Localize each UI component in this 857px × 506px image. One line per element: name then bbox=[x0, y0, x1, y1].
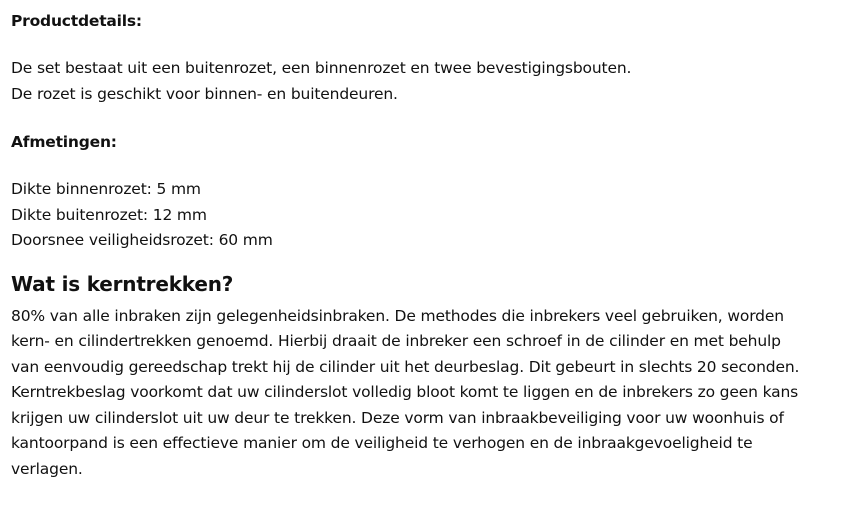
kerntrekken-text bbox=[11, 304, 846, 483]
text-line: krijgen uw cilinderslot uit uw deur te trekken. Deze vorm van inbraakbeveiliging voor uw woonhuis of bbox=[11, 408, 784, 427]
text-line: van eenvoudig gereedschap trekt hij de cilinder uit het deurbeslag. Dit gebeurt in slechts 20 seconden. bbox=[11, 357, 800, 376]
text-line: Kerntrekbeslag voorkomt dat uw cilinderslot volledig bloot komt te liggen en de inbrekers zo geen kans bbox=[11, 383, 799, 401]
spacer bbox=[11, 32, 846, 56]
spacer bbox=[11, 153, 846, 177]
afmetingen-heading: Afmetingen: bbox=[11, 133, 117, 151]
productdetails-text bbox=[11, 56, 846, 107]
text-line: Dikte buitenrozet: 12 mm bbox=[11, 205, 207, 224]
text-line: kantoorpand is een effectieve manier om de veiligheid te verhogen en de inbraakgevoeligheid te bbox=[11, 434, 753, 452]
text-line: Doorsnee veiligheidsrozet: 60 mm bbox=[11, 231, 273, 249]
text-line: Dikte binnenrozet: 5 mm bbox=[11, 180, 201, 198]
kerntrekken-heading: Wat is kerntrekken? bbox=[11, 271, 234, 296]
text-line: 80% van alle inbraken zijn gelegenheidsinbraken. De methodes die inbrekers veel gebruiken, worden bbox=[11, 306, 784, 325]
spacer bbox=[11, 254, 846, 270]
text-line: De rozet is geschikt voor binnen- en buitendeuren. bbox=[11, 84, 398, 103]
spacer bbox=[11, 107, 846, 131]
text-line: verlagen. bbox=[11, 459, 83, 478]
afmetingen-text bbox=[11, 177, 846, 254]
productdetails-heading: Productdetails: bbox=[11, 12, 142, 30]
text-line: kern- en cilindertrekken genoemd. Hierbij draait de inbreker een schroef in de cilinder en met behulp bbox=[11, 332, 781, 350]
text-line: De set bestaat uit een buitenrozet, een binnenrozet en twee bevestigingsbouten. bbox=[11, 59, 632, 77]
